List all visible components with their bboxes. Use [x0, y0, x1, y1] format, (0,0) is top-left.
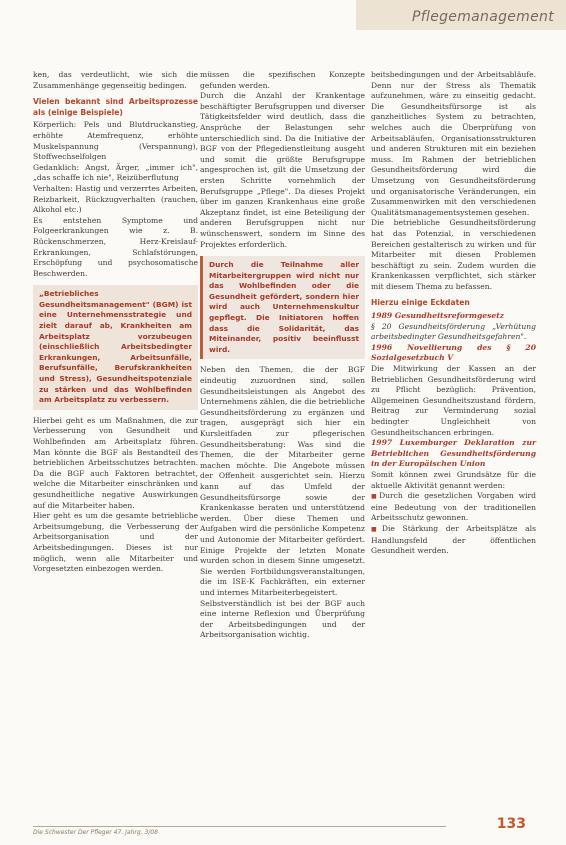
law-title: 1996 Novellierung des § 20 Sozialgesetzbuch V [371, 342, 536, 363]
law-title: 1989 Gesundheitsreformgesetz [371, 311, 505, 321]
paragraph: Gedanklich: Angst, Ärger, „immer ich", „das schaffe ich nie", Reizüberflutung [33, 162, 198, 183]
section-title: Pflegemanagement [412, 9, 554, 25]
bullet-item: ■ Durch die gesetzlichen Vorgaben wird eine Bedeutung von der traditionellen Arbeitsschutz gewonnen. [371, 491, 536, 524]
paragraph: ken, das verdeutlicht, wie sich die Zusammenhänge gegenseitig bedingen. [33, 70, 198, 90]
paragraph: Selbstverständlich ist bei der BGF auch eine interne Reflexion und Überprüfung der Arbeitsbedingungen und der Arbeitsorganisation wichtig. [200, 598, 365, 640]
paragraph: Durch die Anzahl der Krankentage beschäftigter Berufsgruppen und diverser Tätigkeitsfelder wird deutlich, dass die Ansprüche der Belastungen sehr unterschiedlich sind. Da die Initiative der BGF von der Pflegedienstleitung ausgeht und somit die größte Berufsgruppe angesprochen ist, gilt die Umsetzung der ersten Schritte vornehmlich der Berufsgruppe „Pflege". Da dieses Projekt über im ganzen Krankenhaus eine große Akzeptanz findet, ist eine Beteiligung der anderen Berufsgruppen nicht nur wünschenswert, sondern im Sinne des Projektes erforderlich. [200, 91, 365, 249]
law-text: § 20 Gesundheitsförderung „Verhütung arbeitsbedingter Gesundheitsgefahren". [371, 321, 536, 342]
column-2 [200, 70, 365, 641]
column-1 [33, 70, 198, 575]
paragraph: Verhalten: Hastig und verzerrtes Arbeiten, Reizbarkeit, Rückzugverhalten (rauchen, Alkohol etc.) [33, 183, 198, 215]
highlight-box: „Betriebliches Gesundheitsmanagement" (BGM) ist eine Unternehmensstrategie und zielt darauf ab, Krankheiten am Arbeitsplatz vorzubeugen (einschließlich Arbeitsbedingter Erkrankungen, Arbeitsunfälle, Berufsunfälle, Berufskrankheiten und Stress), Gesundheitspotenziale zu stärken und das Wohlbefinden am Arbeitsplatz zu verbessern. [33, 285, 198, 410]
paragraph: Körperlich: Pels und Blutdruckanstieg, erhöhte Atemfrequenz, erhöhte Muskelspannung (Verspannung), Stoffwechselfolgen [33, 120, 198, 162]
subheading: Hierzu einige Eckdaten [371, 298, 470, 308]
paragraph: Somit können zwei Grundsätze für die aktuelle Aktivität genannt werden: [371, 469, 536, 490]
paragraph: beitsbedingungen und der Arbeitsabläufe. Denn nur der Stress als Thematik aufzunehmen, wäre zu einseitig gedacht. Die Gesundheitsfürsorge ist als ganzheitliches System zu betrachten, welches auch die Überprüfung von Arbeitsabläufen, Organisationsstrukturen und anderen Strukturen mit ein beziehen muss. Im Rahmen der betrieblichen Gesundheitsförderung wird die Umsetzung von Gesundheitsförderung und organisatorische Veränderungen, ein Zusammenwirken mit den verschiedenen Qualitätsmanagementsystemen gesehen. [371, 70, 536, 217]
subheading: Vielen bekannt sind Arbeitsprozesse als (einige Beispiele) [33, 97, 198, 117]
law-title: 1997 Luxemburger Deklaration zur Betrieblichen Gesundheitsförderung in der Europäischen Union [371, 438, 536, 469]
column-3 [371, 70, 536, 557]
law-text: Die Mitwirkung der Kassen an der Betrieblichen Gesundheitsförderung wird zu Pflicht bezüglich: Prävention, Allgemeinen Gesundheitszustand fördern, Beitrag zur Verminderung sozial bedingter Ungleichheit von Gesundheitschancen erbringen. [371, 364, 536, 437]
paragraph: müssen die spezifischen Konzepte gefunden werden. [200, 70, 365, 90]
paragraph: Hier geht es um die gesamte betriebliche Arbeitsumgebung, die Verbesserung der Arbeitsorganisation und der Arbeitsbedingungen. Dieses ist nur möglich, wenn alle Mitarbeiter und Vorgesetzten einbezogen werden. [33, 511, 198, 574]
footer-rule [33, 826, 446, 827]
bullet-item: ■ Die Stärkung der Arbeitsplätze als Handlungsfeld der öffentlichen Gesundheit werden. [371, 524, 536, 557]
journal-citation: Die Schwester Der Pfleger 47. Jahrg. 3/08 [33, 829, 158, 836]
paragraph: Es entstehen Symptome und Folgeerkrankungen wie z. B. Rückenschmerzen, Herz-Kreislauf-Erkrankungen, Schlafstörungen, Erschöpfung und psychosomatische Beschwerden. [33, 215, 198, 278]
paragraph: Hierbei geht es um Maßnahmen, die zur Verbesserung von Gesundheit und Wohlbefinden am Arbeitsplatz führen. Man könnte die BGF als Bestandteil des betrieblichen Arbeitsschutzes betrachten. Da die BGF auch Faktoren betrachtet, welche die Mitarbeiter einschränken und gesundheitliche negative Auswirkungen auf die Mitarbeiter haben. [33, 415, 198, 510]
paragraph: Neben den Themen, die der BGF eindeutig zuzuordnen sind, sollen Gesundheitsleistungen als Angebot des Unternehmens zählen, die die betriebliche Gesundheitsförderung zu ergänzen und tragen, ausgeprägt sich hier ein Kursleitfaden zur pflegerischen Gesundheitsberatung: Was sind die Themen, die der Mitarbeiter gerne machen möchte. Die Angebote müssen der Offenheit ausgerichtet sein. Hierzu kann auf das Umfeld der Gesundheitsfürsorge sowie der Krankenkasse beraten und unterstützend werden. Über diese Themen und Aufgaben wird die persönliche Kompetenz und Autonomie der Mitarbeiter gefördert. Einige Projekte der letzten Monate wurden schon in diesem Sinne umgesetzt. Sie werden Fortbildungsveranstaltungen, die im ISE-K Fachkräften, ein externer und internes Mitarbeiterbegeistert. [200, 365, 365, 597]
paragraph: Die betriebliche Gesundheitsförderung hat das Potenzial, in verschiedenen Bereichen gestalterisch zu wirken und für Mitarbeiter mit diesen Problemen beschäftigt zu sein. Zudem wurden die Krankenkassen verpflichtet, sich stärker mit diesem Thema zu befassen. [371, 218, 536, 291]
page-number: 133 [496, 816, 526, 832]
highlight-box: Durch die Teilnahme aller Mitarbeitergruppen wird nicht nur das Wohlbefinden oder die Gesundheit gefördert, sondern hier wird auch Unternehmenskultur gepflegt. Die Initiatoren hoffen dass die Solidarität, das Miteinander, positiv beeinflusst wird. [200, 256, 365, 359]
